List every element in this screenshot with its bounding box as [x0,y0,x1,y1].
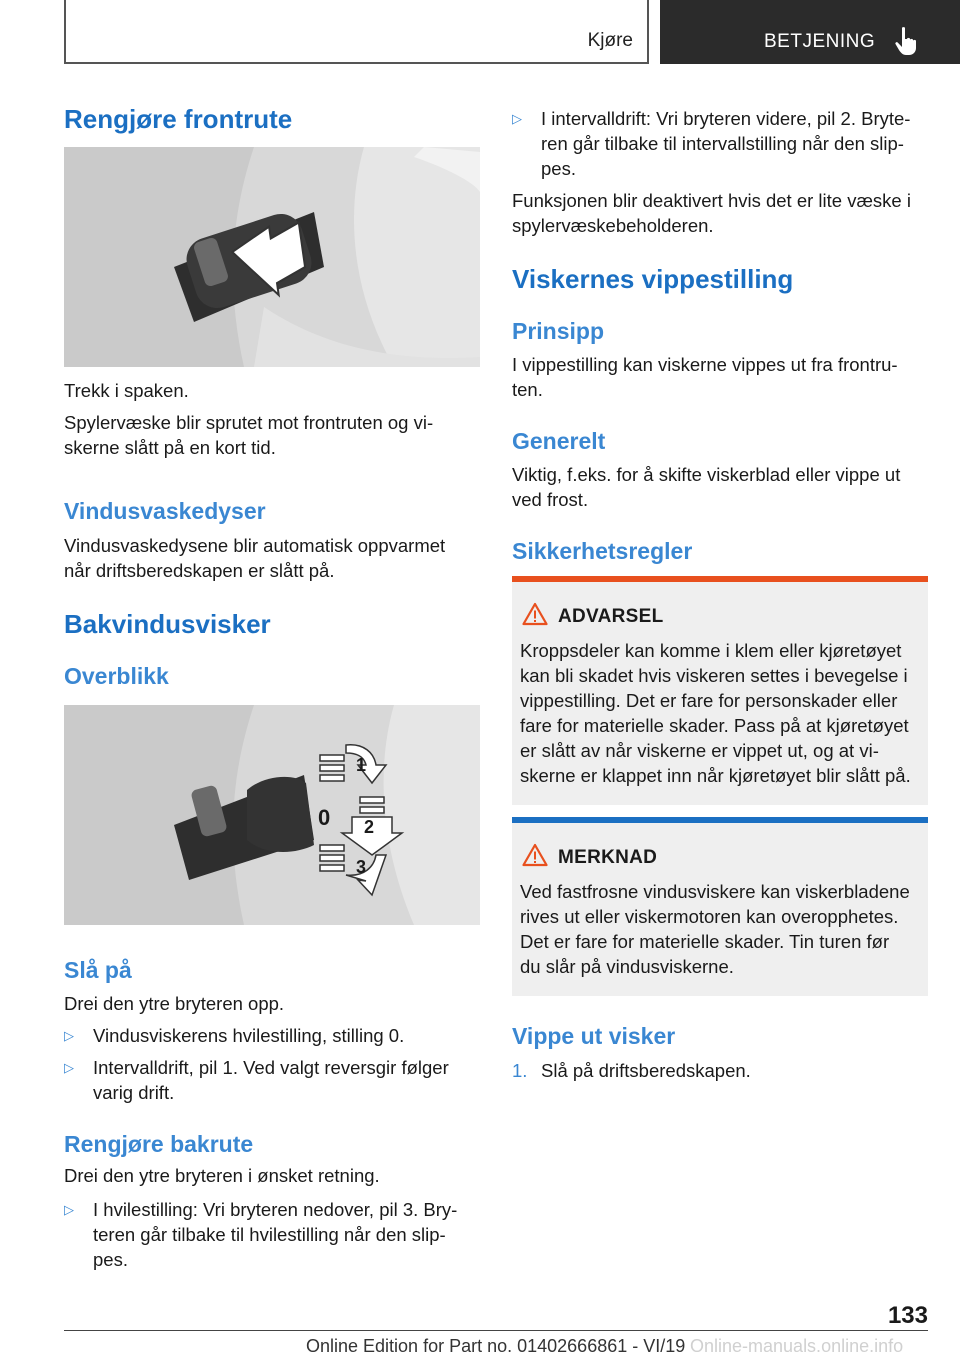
heading-bakvindusvisker: Bakvindusvisker [64,609,271,639]
bullet-hvilestilling: ▷ Vindusviskerens hvilestilling, stilling 0. [64,1025,405,1046]
header-chapter-title: BETJENING [764,31,876,52]
warning-triangle-icon [522,843,548,867]
heading-vippe-ut-visker: Vippe ut visker [512,1023,676,1049]
figure-wiper-lever-positions [64,705,480,925]
warning-text: Kroppsdeler kan komme i klem eller kjøretøyet kan bli skadet hvis viskeren settes i bevegelse i vippestilling. Det er fare for personskader eller fare for materielle skader. Pass på at kjøretøyet er slått av når viskerne er vippet ut, og at vi- skerne er klappet inn når kjøretøyet blir slått på. [520,640,911,786]
wiper-lever-pull-illustration [64,147,480,367]
text-vv-line2: når driftsberedskapen er slått på. [64,560,335,581]
text-funksjonen-line1: Funksjonen blir deaktivert hvis det er lite væske i [512,190,911,211]
heading-generelt: Generelt [512,428,606,454]
header-chapter-tab [660,0,960,64]
text-prinsipp-line2: ten. [512,379,543,400]
text-spyler-line2: skerne slått på en kort tid. [64,437,276,458]
figure-wiper-lever-pull [64,147,480,367]
warning-box [512,576,928,805]
text-trekk: Trekk i spaken. [64,380,189,401]
text-drei-onsket: Drei den ytre bryteren i ønsket retning. [64,1165,380,1186]
hand-pointer-icon [894,26,920,56]
text-drei-opp: Drei den ytre bryteren opp. [64,993,285,1014]
heading-vindusvaskedyser: Vindusvaskedyser [64,498,266,524]
step-number: 1. [512,1060,528,1081]
warning-title: ADVARSEL [558,606,664,627]
figure-label-2: 2 [364,817,375,837]
bullet-hvilestilling-pil3: ▷ I hvilestilling: Vri bryteren nedover, pil 3. Bry- teren går tilbake til hvilestilling når den slip- pes. [64,1199,458,1270]
triangle-bullet-icon: ▷ [512,111,522,126]
heading-rengjore-frontrute: Rengjøre frontrute [64,104,293,134]
notice-text: Ved fastfrosne vindusviskere kan viskerbladene rives ut eller viskermotoren kan overopphetes. Det er fare for materielle skader. Tin turen før du slår på vindusviskerne. [520,881,910,977]
text-generelt-line2: ved frost. [512,489,589,510]
footer-divider [64,1330,928,1331]
text-funksjonen-line2: spylervæskebeholderen. [512,215,714,236]
bullet-intervalldrift: ▷ Intervalldrift, pil 1. Ved valgt reversgir følger varig drift. [64,1057,449,1103]
header-section-tab [64,0,649,64]
heading-sla-pa: Slå på [64,957,132,983]
triangle-bullet-icon: ▷ [64,1060,74,1075]
text-prinsipp-line1: I vippestilling kan viskerne vippes ut fra frontru- [512,354,898,375]
figure-label-1: 1 [356,755,367,775]
heading-overblikk: Overblikk [64,663,169,689]
figure-label-3: 3 [356,857,367,877]
text-generelt-line1: Viktig, f.eks. for å skifte viskerblad eller vippe ut [512,464,901,485]
triangle-bullet-icon: ▷ [64,1028,74,1043]
warning-triangle-icon [522,602,548,626]
footer-watermark: Online-manuals.online.info [690,1336,904,1356]
heading-prinsipp: Prinsipp [512,318,605,344]
bullet-intervalldrift-pil2: ▷ I intervalldrift: Vri bryteren videre, pil 2. Bryte- ren går tilbake til intervallstilling når den slip- pes. [512,108,911,179]
triangle-bullet-icon: ▷ [64,1202,74,1217]
figure-label-0: 0 [318,805,331,830]
page-number: 133 [887,1302,928,1329]
text-spyler-line1: Spylervæske blir sprutet mot frontruten og vi- [64,412,434,433]
step-1 [512,1058,928,1083]
wiper-lever-positions-illustration [64,705,480,925]
step-text: Slå på driftsberedskapen. [541,1060,751,1081]
notice-title: MERKNAD [558,847,658,868]
heading-rengjore-bakrute: Rengjøre bakrute [64,1131,254,1157]
heading-viskernes-vippestilling: Viskernes vippestilling [512,264,794,294]
text-vv-line1: Vindusvaskedysene blir automatisk oppvarmet [64,535,446,556]
header-section-title: Kjøre [587,30,633,51]
footer-edition: Online Edition for Part no. 01402666861 - VI/19 [306,1336,686,1356]
notice-box [512,817,928,996]
heading-sikkerhetsregler: Sikkerhetsregler [512,538,693,564]
